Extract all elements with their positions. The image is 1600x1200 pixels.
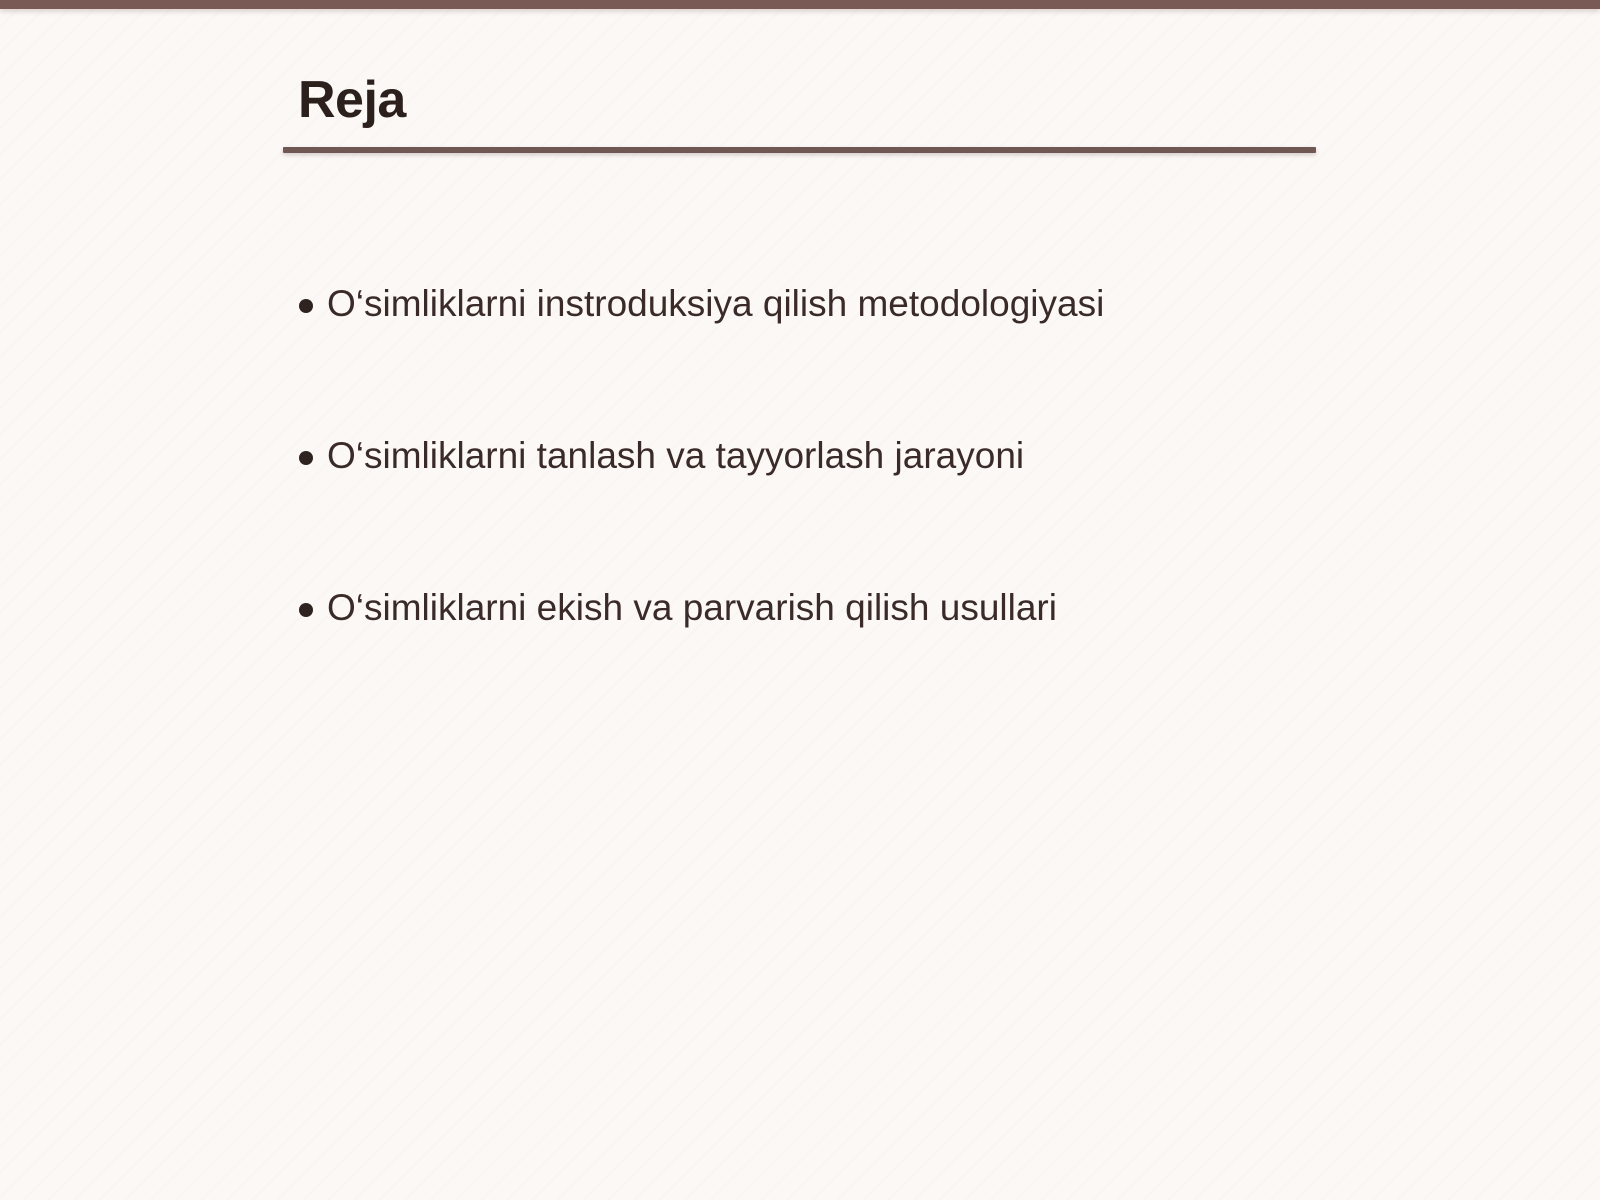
agenda-item-text: O‘simliklarni tanlash va tayyorlash jarayoni bbox=[327, 435, 1025, 476]
agenda-item-3 bbox=[299, 584, 1299, 736]
agenda-list bbox=[299, 280, 1299, 736]
agenda-item-2 bbox=[299, 432, 1299, 584]
bullet-icon bbox=[299, 299, 313, 313]
agenda-item-text: O‘simliklarni ekish va parvarish qilish usullari bbox=[327, 587, 1057, 628]
bullet-icon bbox=[299, 451, 313, 465]
title-underline bbox=[283, 147, 1316, 153]
bullet-icon bbox=[299, 603, 313, 617]
agenda-item-1 bbox=[299, 280, 1299, 432]
slide-title: Reja bbox=[298, 71, 406, 129]
top-accent-bar bbox=[0, 0, 1600, 9]
agenda-item-text: O‘simliklarni instroduksiya qilish metodologiyasi bbox=[327, 283, 1105, 324]
